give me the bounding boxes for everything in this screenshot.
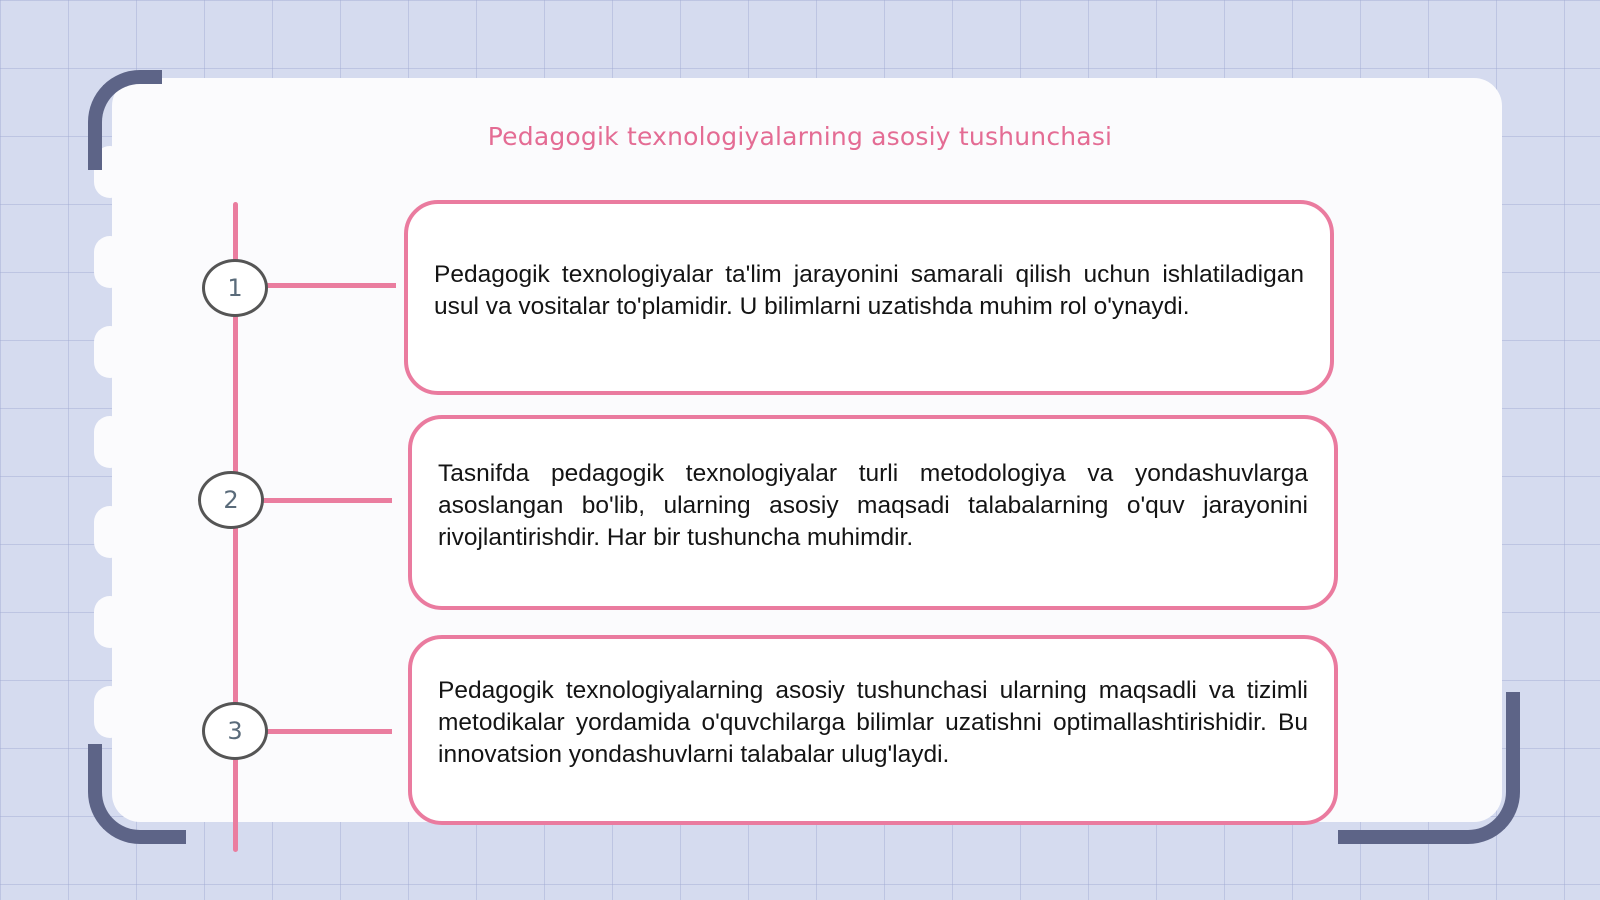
timeline-card-1: [404, 200, 1334, 395]
timeline-node-number: 2: [223, 486, 239, 514]
timeline-node-2: [198, 471, 264, 529]
timeline-card-text: Tasnifda pedagogik texnologiyalar turli metodologiya va yondashuvlarga asoslangan bo'lib, ularning asosiy maqsadi talabalarning o'quv jarayonini rivojlantirishdir. Har bir tushuncha muhimdir.: [438, 459, 1308, 551]
timeline-node-number: 3: [227, 717, 243, 745]
corner-bracket-bottom-left: [88, 744, 186, 844]
timeline-card-text: Pedagogik texnologiyalar ta'lim jarayonini samarali qilish uchun ishlatiladigan usul va vositalar to'plamidir. U bilimlarni uzatishda muhim rol o'ynaydi.: [434, 260, 1304, 320]
timeline-connector-2: [262, 498, 392, 503]
card-edge-scallop: [94, 506, 126, 558]
timeline-card-2: [408, 415, 1338, 610]
corner-bracket-top-left: [88, 70, 162, 170]
slide-title: Pedagogik texnologiyalarning asosiy tushunchasi: [487, 122, 1113, 151]
timeline-connector-3: [266, 729, 392, 734]
timeline-node-3: [202, 702, 268, 760]
card-edge-scallop: [94, 596, 126, 648]
card-edge-scallop: [94, 326, 126, 378]
card-edge-scallop: [94, 416, 126, 468]
corner-bracket-bottom-right: [1338, 692, 1520, 844]
timeline-card-3: [408, 635, 1338, 825]
timeline-connector-1: [266, 283, 396, 288]
card-edge-scallop: [94, 236, 126, 288]
card-edge-scallop: [94, 686, 126, 738]
timeline-node-number: 1: [227, 274, 243, 302]
timeline-card-text: Pedagogik texnologiyalarning asosiy tushunchasi ularning maqsadli va tizimli metodikalar yordamida o'quvchilarga bilimlar uzatishni optimallashtirishidir. Bu innovatsion yondashuvlarni talabalar ulug'laydi.: [438, 677, 1308, 768]
timeline-node-1: [202, 259, 268, 317]
